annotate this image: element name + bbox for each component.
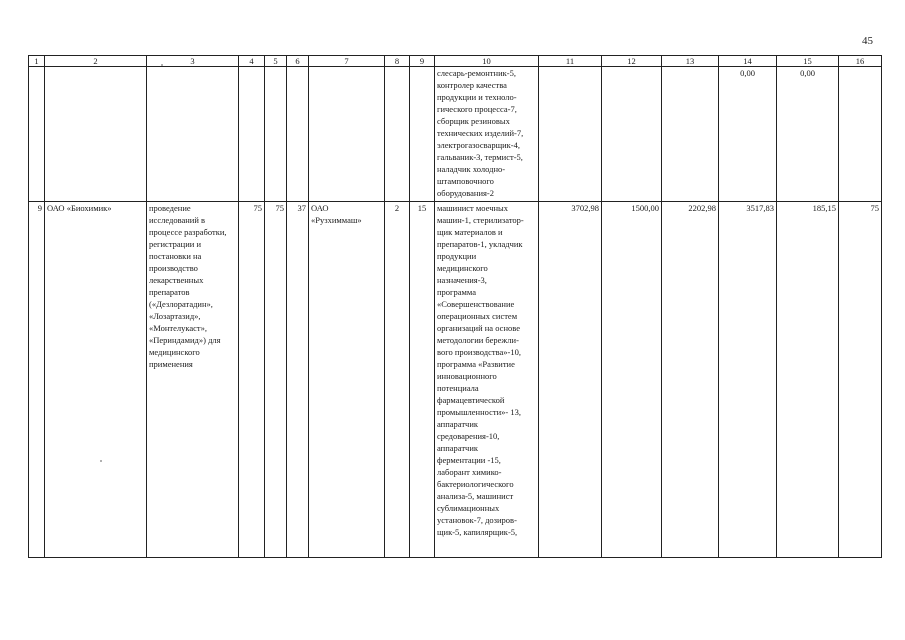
- amount-cell: 185,15: [777, 202, 839, 558]
- table-row: [29, 67, 882, 202]
- header-cell: 9: [410, 56, 435, 67]
- partner-organization-cell: [309, 67, 385, 202]
- header-cell: 3: [147, 56, 239, 67]
- project-description-cell: [147, 67, 239, 202]
- value-cell: [385, 67, 410, 202]
- table-header-row: [29, 56, 882, 67]
- page-number: 45: [862, 35, 873, 47]
- value-cell: [287, 67, 309, 202]
- professions-cell: слесарь-ремонтник-5, контролер качества продукции и техноло- гического процесса-7, сборщик резиновых технических изделий-7, электрогазосварщик-4, гальваник-3, термист-5, наладчик холодно- штамповочного оборудования-2: [435, 67, 539, 202]
- row-number-cell: 9: [29, 202, 45, 558]
- value-cell: [265, 67, 287, 202]
- project-description-cell: проведение исследований в процессе разработки, регистрации и постановки на производство лекарственных препаратов («Дезлоратадин», «Лозартазид», «Монтелукаст», «Периндамид») для медицинского применения: [147, 202, 239, 558]
- amount-cell: 1500,00: [602, 202, 662, 558]
- value-cell: 15: [410, 202, 435, 558]
- value-cell: [239, 67, 265, 202]
- header-cell: 5: [265, 56, 287, 67]
- row-number-cell: [29, 67, 45, 202]
- amount-cell: [602, 67, 662, 202]
- amount-cell: 0,00: [777, 67, 839, 202]
- professions-cell: машинист моечных машин-1, стерилизатор- щик материалов и препаратов-1, укладчик продукции медицинского назначения-3, программа «Совершенствование операционных систем организаций на основе методологии бережли- вого производства»-10, программа «Развитие инновационного потенциала фармацевтической промышленности»- 13, аппаратчик средоварения-10, аппаратчик ферментации -15, лаборант химико- бактериологического анализа-5, машинист сублимационных установок-7, дозиров- щик-5, капилярщик-5,: [435, 202, 539, 558]
- header-cell: 11: [539, 56, 602, 67]
- value-cell: 75: [265, 202, 287, 558]
- header-cell: 15: [777, 56, 839, 67]
- header-cell: 8: [385, 56, 410, 67]
- organization-cell: [45, 67, 147, 202]
- value-cell: [410, 67, 435, 202]
- header-cell: 14: [719, 56, 777, 67]
- header-cell: 13: [662, 56, 719, 67]
- header-cell: 10: [435, 56, 539, 67]
- value-cell: [839, 67, 882, 202]
- amount-cell: [539, 67, 602, 202]
- header-cell: 1: [29, 56, 45, 67]
- value-cell: 75: [839, 202, 882, 558]
- value-cell: 2: [385, 202, 410, 558]
- data-table: [28, 55, 882, 558]
- amount-cell: 2202,98: [662, 202, 719, 558]
- table-row: [29, 202, 882, 558]
- partner-organization-cell: ОАО «Рузхиммаш»: [309, 202, 385, 558]
- value-cell: 75: [239, 202, 265, 558]
- organization-cell: ОАО «Биохимик»: [45, 202, 147, 558]
- header-cell: 2: [45, 56, 147, 67]
- amount-cell: 3517,83: [719, 202, 777, 558]
- header-cell: 4: [239, 56, 265, 67]
- scan-speck: [161, 64, 163, 66]
- amount-cell: 3702,98: [539, 202, 602, 558]
- header-cell: 16: [839, 56, 882, 67]
- header-cell: 12: [602, 56, 662, 67]
- header-cell: 6: [287, 56, 309, 67]
- amount-cell: [662, 67, 719, 202]
- scan-speck: [100, 460, 102, 462]
- amount-cell: 0,00: [719, 67, 777, 202]
- value-cell: 37: [287, 202, 309, 558]
- header-cell: 7: [309, 56, 385, 67]
